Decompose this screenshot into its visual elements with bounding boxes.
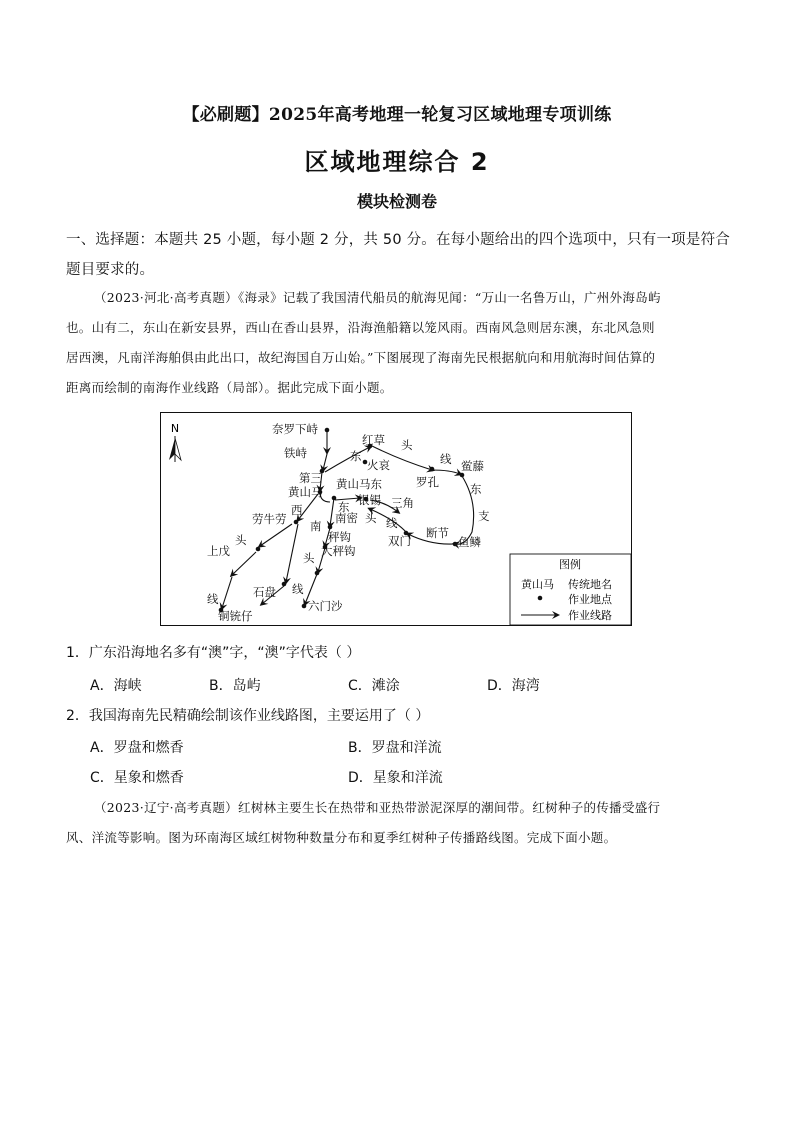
point-nanmi [328, 525, 333, 530]
place-dengteng: 鲎藤 [461, 459, 484, 473]
point-shipan [282, 582, 287, 587]
point-laoniulao [294, 520, 299, 525]
place-huangshanma: 黄山马 [288, 485, 323, 499]
legend-point-desc: 作业地点 [568, 593, 612, 606]
place-huangshanmadong: 黄山马东 [336, 477, 382, 491]
passage-2-line: 风、洋流等影响。图为环南海区域红树物种数量分布和夏季红树种子传播路线图。完成下面小题。 [66, 830, 617, 845]
q2-option-b[interactable]: B．罗盘和洋流 [348, 740, 442, 756]
passage-1-line: 居西澳，凡南洋海舶俱由此出口，故纪海国自万山始。”下图展现了海南先民根据航向和用航海时间估算的 [66, 350, 656, 365]
route-label: 头 [303, 551, 315, 565]
route-label: 东 [470, 482, 482, 496]
route-label: 线 [440, 452, 452, 466]
passage-2 [66, 793, 730, 853]
point-dengteng [460, 473, 465, 478]
passage-2-line: （2023·辽宁·高考真题）红树林主要生长在热带和亚热带淤泥深厚的潮间带。红树种子的传播受盛行 [94, 800, 661, 815]
point-luokong [430, 467, 435, 472]
place-luokong: 罗孔 [416, 475, 439, 489]
route-label: 支 [478, 509, 490, 523]
place-tongzhizai: 铜铳仔 [218, 609, 253, 623]
passage-1-line: 也。山有二，东山在新安县界，西山在香山县界，沿海渔船籍以笼风雨。西南风急则居东澳，东北风急则 [66, 320, 655, 335]
q2-option-d[interactable]: D．星象和洋流 [348, 770, 443, 786]
q1-option-c[interactable]: C．滩涂 [348, 678, 400, 694]
q1-option-d[interactable]: D．海湾 [487, 678, 540, 694]
place-huoyuan: 火哀 [367, 458, 390, 472]
route-label: 头 [365, 511, 377, 525]
subtitle: 模块检测卷 [356, 192, 437, 211]
header-title: 【必刷题】2025年高考地理一轮复习区域地理专项训练 [182, 105, 612, 125]
point-dapinggou [315, 571, 320, 576]
route-label: 线 [207, 592, 219, 606]
point-shangwu [256, 547, 261, 552]
place-hongcao: 红草 [362, 433, 385, 447]
route-label: 线 [386, 516, 398, 530]
section-line-2: 题目要求的。 [66, 262, 155, 278]
passage-1 [66, 283, 730, 403]
point-huangshanma [332, 496, 337, 501]
route-label: 头 [235, 533, 247, 547]
place-nailuo: 奈罗下峙 [272, 422, 318, 436]
place-dapinggou: 大秤钩 [321, 544, 356, 558]
legend-route-desc: 作业线路 [568, 609, 612, 622]
section-line-1: 一、选择题：本题共 25 小题，每小题 2 分，共 50 分。在每小题给出的四个选项中，只有一项是符合 [66, 232, 730, 248]
place-shuangmen: 双门 [388, 534, 411, 548]
section-instructions [66, 225, 730, 285]
main-title: 区域地理综合 2 [304, 148, 490, 176]
place-yinxi: 银锡 [358, 493, 381, 507]
place-sanjiao: 三角 [391, 496, 414, 510]
route-label: 东 [350, 449, 362, 463]
place-tieshi: 铁峙 [284, 446, 307, 460]
point-nailuo [325, 428, 330, 433]
place-disan: 第三 [299, 471, 322, 485]
place-laoniulao: 劳牛劳 [252, 512, 287, 526]
point-liumensha [302, 604, 307, 609]
q2-option-c[interactable]: C．星象和燃香 [90, 770, 184, 786]
place-shangwu: 上戊 [207, 544, 230, 558]
route-label: 西 [291, 503, 303, 517]
map-legend [510, 554, 631, 625]
legend-point-icon [538, 596, 543, 601]
place-pinggou: 秤钩 [328, 530, 351, 544]
place-duanjie: 断节 [426, 526, 449, 540]
passage-1-line: （2023·河北·高考真题）《海录》记载了我国清代船员的航海见闻：“万山一名鲁万山，广州外海岛屿 [94, 290, 661, 305]
route-map [160, 412, 632, 626]
north-label: N [170, 422, 180, 435]
route-label: 南 [310, 519, 322, 533]
q1-option-b[interactable]: B．岛屿 [209, 678, 261, 694]
place-nanmi: 南密 [335, 511, 358, 525]
legend-name-desc: 传统地名 [568, 578, 612, 591]
point-yulin [453, 542, 458, 547]
legend-sample-name: 黄山马 [521, 578, 554, 591]
passage-1-line: 距离而绘制的南海作业线路（局部）。据此完成下面小题。 [66, 380, 393, 395]
route-label: 东 [338, 500, 350, 514]
question-2-stem: 2．我国海南先民精确绘制该作业线路图，主要运用了（ ） [66, 708, 430, 724]
route-label: 头 [401, 438, 413, 452]
q1-option-a[interactable]: A．海峡 [90, 678, 142, 694]
place-liumensha: 六门沙 [308, 599, 343, 613]
place-shipan: 石盘 [253, 585, 276, 599]
place-yulin: 鱼鳞 [458, 535, 481, 549]
question-1-stem: 1．广东沿海地名多有“澳”字，“澳”字代表（ ） [66, 645, 361, 661]
legend-title: 图例 [559, 558, 581, 571]
route-label: 线 [292, 582, 304, 596]
q2-option-a[interactable]: A．罗盘和燃香 [90, 740, 184, 756]
